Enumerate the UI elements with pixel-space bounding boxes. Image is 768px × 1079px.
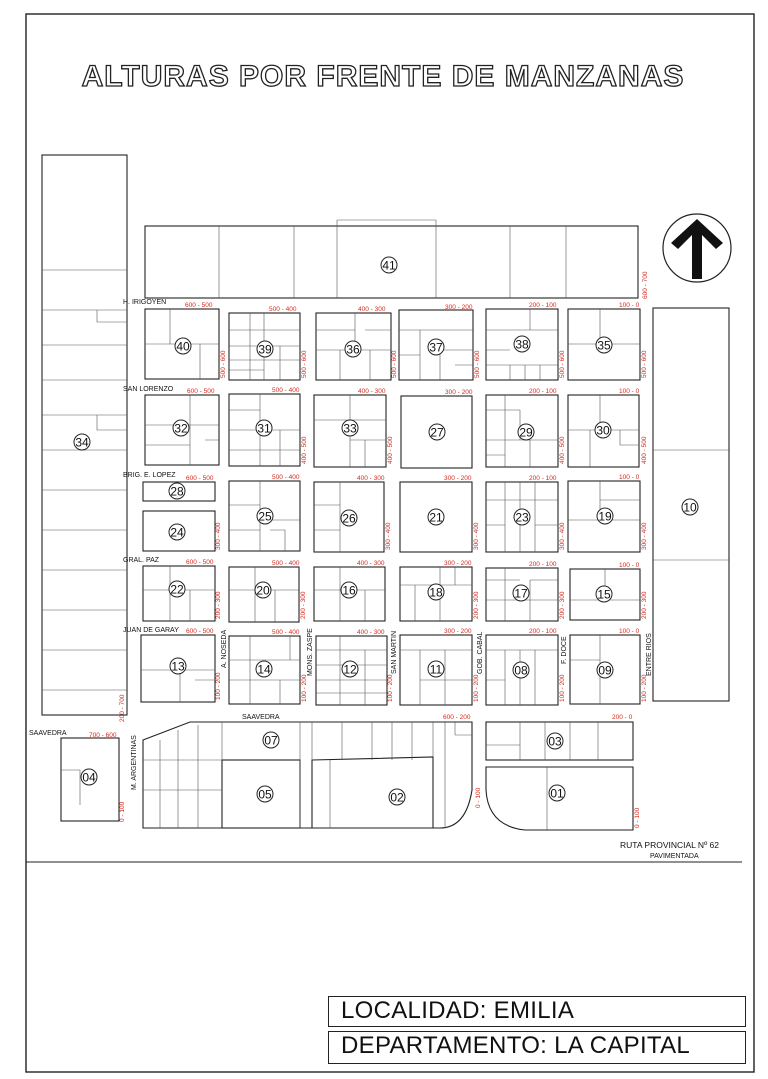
svg-text:07: 07 (264, 733, 278, 748)
range-label: 200 - 300 (559, 591, 566, 619)
svg-text:14: 14 (257, 662, 271, 677)
svg-text:32: 32 (174, 421, 188, 436)
svg-text:36: 36 (346, 342, 360, 357)
block-18-label (428, 584, 444, 600)
range-label: 500 - 400 (272, 629, 300, 636)
range-label: 500 - 400 (269, 306, 297, 313)
range-label: 100 - 200 (473, 674, 480, 702)
svg-text:19: 19 (598, 509, 612, 524)
range-label: 200 - 300 (473, 591, 480, 619)
svg-text:27: 27 (430, 425, 444, 440)
block-31-label (256, 420, 272, 436)
block-30-label (595, 422, 611, 438)
range-label: 0 - 100 (119, 801, 126, 822)
block-37-label (428, 339, 444, 355)
svg-text:31: 31 (257, 421, 271, 436)
svg-text:41: 41 (382, 258, 396, 273)
range-label: 100 - 200 (215, 672, 222, 700)
range-label: 400 - 500 (301, 436, 308, 464)
range-label: 400 - 500 (559, 436, 566, 464)
range-label: 300 - 200 (444, 475, 472, 482)
block-08-label (513, 662, 529, 678)
block-south-outline (143, 722, 472, 828)
svg-text:30: 30 (596, 423, 610, 438)
svg-text:26: 26 (342, 511, 356, 526)
range-label: 0 - 100 (634, 807, 641, 828)
range-label: 300 - 400 (559, 522, 566, 550)
block-28-label (169, 483, 185, 499)
range-label: 200 - 100 (529, 561, 557, 568)
block-24-label (169, 524, 185, 540)
street-paz: GRAL. PAZ (123, 557, 160, 564)
range-label: 600 - 500 (186, 559, 214, 566)
route-surface: PAVIMENTADA (650, 853, 699, 860)
street-doce: F. DOCE (561, 636, 568, 664)
block-15-label (596, 586, 612, 602)
range-label: 200 - 100 (529, 628, 557, 635)
svg-text:24: 24 (170, 525, 184, 540)
range-label: 300 - 200 (445, 389, 473, 396)
svg-text:10: 10 (683, 500, 697, 515)
range-label: 100 - 0 (619, 628, 640, 635)
range-label: 100 - 200 (301, 674, 308, 702)
range-label: 200 - 300 (215, 591, 222, 619)
block-34-label (74, 434, 90, 450)
svg-text:15: 15 (597, 587, 611, 602)
block-35-label (596, 337, 612, 353)
svg-text:20: 20 (256, 583, 270, 598)
range-label: 700 - 600 (89, 732, 117, 739)
block-23-label (514, 509, 530, 525)
locality-box (328, 996, 746, 1027)
street-saavedra-west: SAAVEDRA (29, 730, 67, 737)
range-label: 400 - 300 (357, 629, 385, 636)
block-26-label (341, 510, 357, 526)
street-argentinas: M. ARGENTINAS (131, 735, 138, 790)
svg-text:34: 34 (75, 435, 89, 450)
north-arrow-icon (663, 214, 731, 282)
block-36-label (345, 341, 361, 357)
svg-text:21: 21 (429, 510, 443, 525)
svg-text:17: 17 (514, 586, 528, 601)
block-38-label (514, 336, 530, 352)
block-40-label (175, 338, 191, 354)
block-27-label (429, 424, 445, 440)
svg-text:08: 08 (514, 663, 528, 678)
street-entre-rios: ENTRE RIOS (646, 633, 653, 676)
range-label: 400 - 300 (357, 475, 385, 482)
svg-text:29: 29 (519, 425, 533, 440)
range-label: 500 - 600 (301, 350, 308, 378)
range-label: 200 - 300 (641, 591, 648, 619)
block-05-label (257, 786, 273, 802)
block-11-label (428, 661, 444, 677)
range-label: 600 - 500 (185, 302, 213, 309)
svg-text:12: 12 (343, 662, 357, 677)
range-label: 100 - 0 (619, 474, 640, 481)
range-label: 600 - 200 (443, 714, 471, 721)
svg-text:02: 02 (390, 790, 404, 805)
range-label: 500 - 600 (474, 350, 481, 378)
range-label: 600 - 500 (187, 388, 215, 395)
svg-text:13: 13 (171, 659, 185, 674)
svg-text:04: 04 (82, 770, 96, 785)
range-label: 500 - 400 (272, 387, 300, 394)
svg-text:40: 40 (176, 339, 190, 354)
block-33-label (342, 420, 358, 436)
svg-text:33: 33 (343, 421, 357, 436)
range-label: 200 - 700 (119, 694, 126, 722)
range-label: 400 - 300 (358, 306, 386, 313)
block-03-label (547, 733, 563, 749)
range-label: 0 - 100 (475, 787, 482, 808)
street-lopez: BRIG. E. LOPEZ (123, 472, 176, 479)
map-title: ALTURAS POR FRENTE DE MANZANAS (81, 60, 685, 93)
range-label: 500 - 600 (641, 350, 648, 378)
svg-text:22: 22 (170, 582, 184, 597)
range-label: 500 - 600 (559, 350, 566, 378)
svg-text:39: 39 (258, 342, 272, 357)
block-07-label (263, 732, 279, 748)
street-garay: JUAN DE GARAY (123, 627, 179, 634)
svg-text:18: 18 (429, 585, 443, 600)
svg-text:03: 03 (548, 734, 562, 749)
block-10-label (682, 499, 698, 515)
range-label: 600 - 500 (186, 475, 214, 482)
block-25-label (257, 508, 273, 524)
svg-text:16: 16 (342, 583, 356, 598)
street-noseda: A. NOSEDA (221, 629, 228, 668)
range-label: 300 - 400 (641, 522, 648, 550)
north-label: N (693, 258, 700, 264)
route-name: RUTA PROVINCIAL Nº 62 (620, 840, 719, 850)
svg-text:09: 09 (598, 663, 612, 678)
svg-text:23: 23 (515, 510, 529, 525)
range-label: 400 - 500 (641, 436, 648, 464)
block-17-label (513, 585, 529, 601)
range-label: 300 - 400 (215, 522, 222, 550)
street-saavedra: SAAVEDRA (242, 714, 280, 721)
range-label: 500 - 400 (272, 474, 300, 481)
block-29-label (518, 424, 534, 440)
range-label: 300 - 200 (445, 304, 473, 311)
department-box (328, 1031, 746, 1064)
range-label: 500 - 600 (220, 350, 227, 378)
range-label: 200 - 100 (529, 475, 557, 482)
block-39-label (257, 341, 273, 357)
range-label: 100 - 200 (641, 674, 648, 702)
block-22-label (169, 581, 185, 597)
block-02-label (389, 789, 405, 805)
range-label: 200 - 0 (612, 714, 633, 721)
street-cabal: GOB. CABAL (477, 631, 484, 674)
range-label: 500 - 600 (391, 350, 398, 378)
block-16-label (341, 582, 357, 598)
address-ranges (89, 271, 649, 828)
range-label: 600 - 500 (186, 628, 214, 635)
range-label: 200 - 300 (300, 591, 307, 619)
svg-text:01: 01 (550, 786, 564, 801)
range-label: 300 - 400 (385, 522, 392, 550)
range-label: 600 - 700 (642, 271, 649, 299)
street-san-lorenzo: SAN LORENZO (123, 386, 174, 393)
street-zaspe: MONS. ZASPE (307, 628, 314, 676)
range-label: 400 - 300 (358, 388, 386, 395)
range-label: 300 - 200 (444, 628, 472, 635)
street-san-martin: SAN MARTIN (391, 630, 398, 674)
svg-text:25: 25 (258, 509, 272, 524)
block-09-label (597, 662, 613, 678)
svg-text:05: 05 (258, 787, 272, 802)
svg-text:11: 11 (429, 662, 443, 677)
locality-text: LOCALIDAD: EMILIA (341, 997, 575, 1024)
range-label: 200 - 100 (529, 302, 557, 309)
range-label: 100 - 0 (619, 388, 640, 395)
street-irigoyen: H. IRIGOYEN (123, 299, 167, 306)
range-label: 100 - 200 (387, 674, 394, 702)
block-41-label (381, 257, 397, 273)
block-21-label (428, 509, 444, 525)
block-04-label (81, 769, 97, 785)
svg-text:35: 35 (597, 338, 611, 353)
block-19-label (597, 508, 613, 524)
block-12-label (342, 661, 358, 677)
block-01-label (549, 785, 565, 801)
block-14-label (256, 661, 272, 677)
range-label: 300 - 200 (444, 560, 472, 567)
svg-text:28: 28 (170, 484, 184, 499)
range-label: 100 - 0 (619, 302, 640, 309)
blocks-outlines (42, 155, 729, 830)
range-label: 300 - 400 (473, 522, 480, 550)
range-label: 400 - 300 (357, 560, 385, 567)
range-label: 500 - 400 (272, 560, 300, 567)
block-13-label (170, 658, 186, 674)
svg-text:37: 37 (429, 340, 443, 355)
department-text: DEPARTAMENTO: LA CAPITAL (341, 1032, 691, 1059)
range-label: 200 - 100 (529, 388, 557, 395)
svg-text:38: 38 (515, 337, 529, 352)
range-label: 400 - 500 (387, 436, 394, 464)
range-label: 100 - 0 (619, 562, 640, 569)
block-20-label (255, 582, 271, 598)
range-label: 100 - 200 (559, 674, 566, 702)
block-32-label (173, 420, 189, 436)
